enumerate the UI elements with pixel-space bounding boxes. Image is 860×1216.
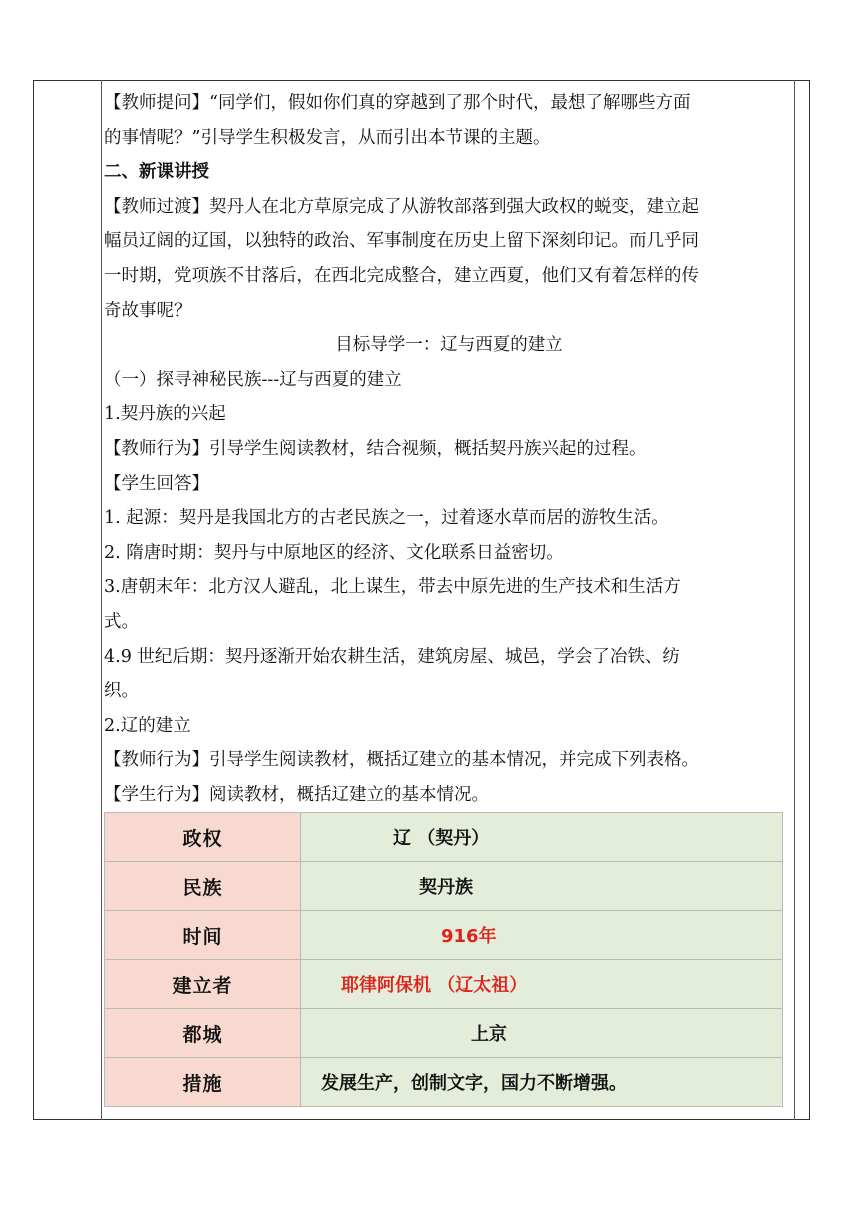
row-key: 建立者 bbox=[105, 960, 301, 1009]
subsection-heading: （一）探寻神秘民族---辽与西夏的建立 bbox=[104, 369, 402, 390]
topic-1-heading: 1.契丹族的兴起 bbox=[104, 404, 226, 425]
row-key: 措施 bbox=[105, 1058, 301, 1107]
goal-heading: 目标导学一：辽与西夏的建立 bbox=[335, 335, 563, 356]
teacher-transition-line-1: 【教师过渡】契丹人在北方草原完成了从游牧部落到强大政权的蜕变，建立起 bbox=[104, 196, 699, 217]
teacher-action-2: 【教师行为】引导学生阅读教材，概括辽建立的基本情况，并完成下列表格。 bbox=[104, 750, 699, 771]
teacher-question-line-1: 【教师提问】“同学们，假如你们真的穿越到了那个时代，最想了解哪些方面 bbox=[104, 93, 691, 113]
table-row bbox=[105, 862, 783, 911]
answer-item-3-line-2: 式。 bbox=[104, 611, 139, 632]
answer-item-4-line-1: 4.9 世纪后期：契丹逐渐开始农耕生活，建筑房屋、城邑，学会了冶铁、纺 bbox=[104, 646, 680, 667]
row-value: 契丹族 bbox=[301, 862, 783, 911]
table-row bbox=[105, 960, 783, 1009]
teacher-transition-line-3: 一时期，党项族不甘落后，在西北完成整合，建立西夏，他们又有着怎样的传 bbox=[104, 265, 699, 286]
table-row bbox=[105, 813, 783, 862]
answer-item-2: 2. 隋唐时期：契丹与中原地区的经济、文化联系日益密切。 bbox=[104, 542, 564, 563]
row-value: 发展生产，创制文字，国力不断增强。 bbox=[301, 1058, 783, 1107]
row-key: 都城 bbox=[105, 1009, 301, 1058]
answer-item-4-line-2: 织。 bbox=[104, 681, 139, 702]
row-value: 上京 bbox=[301, 1009, 783, 1058]
teacher-action-1: 【教师行为】引导学生阅读教材，结合视频，概括契丹族兴起的过程。 bbox=[104, 438, 647, 459]
topic-2-heading: 2.辽的建立 bbox=[104, 715, 191, 736]
table-row bbox=[105, 1009, 783, 1058]
row-key: 政权 bbox=[105, 813, 301, 862]
row-key: 民族 bbox=[105, 862, 301, 911]
table-row bbox=[105, 1058, 783, 1107]
section-heading: 二、新课讲授 bbox=[104, 162, 209, 183]
row-value: 916年 bbox=[301, 911, 783, 960]
student-answer-label: 【学生回答】 bbox=[104, 473, 209, 494]
teacher-transition-line-4: 奇故事呢？ bbox=[104, 300, 192, 321]
lesson-content bbox=[104, 86, 794, 812]
answer-item-1: 1. 起源：契丹是我国北方的古老民族之一，过着逐水草而居的游牧生活。 bbox=[104, 508, 669, 529]
right-column-divider bbox=[794, 80, 795, 1120]
student-action: 【学生行为】阅读教材，概括辽建立的基本情况。 bbox=[104, 784, 489, 805]
row-value: 耶律阿保机 （辽太祖） bbox=[301, 960, 783, 1009]
answer-item-3-line-1: 3.唐朝末年：北方汉人避乱，北上谋生，带去中原先进的生产技术和生活方 bbox=[104, 577, 681, 598]
liao-founding-table bbox=[104, 812, 783, 1107]
row-value: 辽 （契丹） bbox=[301, 813, 783, 862]
teacher-question-line-2: 的事情呢？”引导学生积极发言，从而引出本节课的主题。 bbox=[104, 127, 551, 148]
teacher-transition-line-2: 幅员辽阔的辽国，以独特的政治、军事制度在历史上留下深刻印记。而几乎同 bbox=[104, 231, 699, 252]
row-key: 时间 bbox=[105, 911, 301, 960]
left-column-divider bbox=[101, 80, 102, 1120]
table-row bbox=[105, 911, 783, 960]
